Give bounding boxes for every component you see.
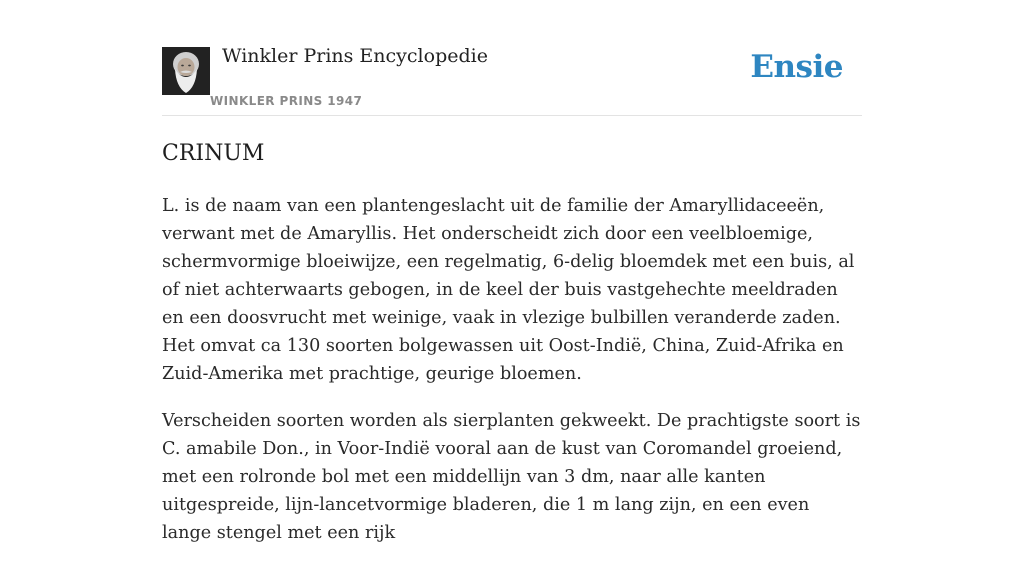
content-container <box>162 0 862 543</box>
source-header <box>162 0 862 116</box>
source-edition-label: WINKLER PRINS 1947 <box>210 94 363 108</box>
article-paragraph: Verscheiden soorten worden als sierplanten gekweekt. De prachtigste soort is C. amabile Don., in Voor-Indië vooral aan de kust van Coromandel groeiend, met een rolronde bol met een middellijn van 3 dm, naar alle kanten uitgespreide, lijn-lancetvormige bladeren, die 1 m lang zijn, en een even lange stengel met een rijk <box>162 411 861 543</box>
author-avatar-icon[interactable] <box>162 47 210 95</box>
article-title: CRINUM <box>162 141 265 166</box>
article-paragraph: L. is de naam van een plantengeslacht uit de familie der Amaryllidaceeën, verwant met de Amaryllis. Het onderscheidt zich door een veelbloemige, schermvormige bloeiwijze, een regelmatig, 6-delig bloemdek met een buis, al of niet achterwaarts gebogen, in de keel der buis vastgehechte meeldraden en een doosvrucht met weinige, vaak in vlezige bulbillen veranderde zaden. Het omvat ca 130 soorten bolgewassen uit Oost-Indië, China, Zuid-Afrika en Zuid-Amerika met prachtige, geurige bloemen. <box>162 196 855 384</box>
brand-logo[interactable]: Ensie <box>750 49 843 85</box>
article-body <box>162 192 862 566</box>
source-title[interactable]: Winkler Prins Encyclopedie <box>222 45 488 67</box>
